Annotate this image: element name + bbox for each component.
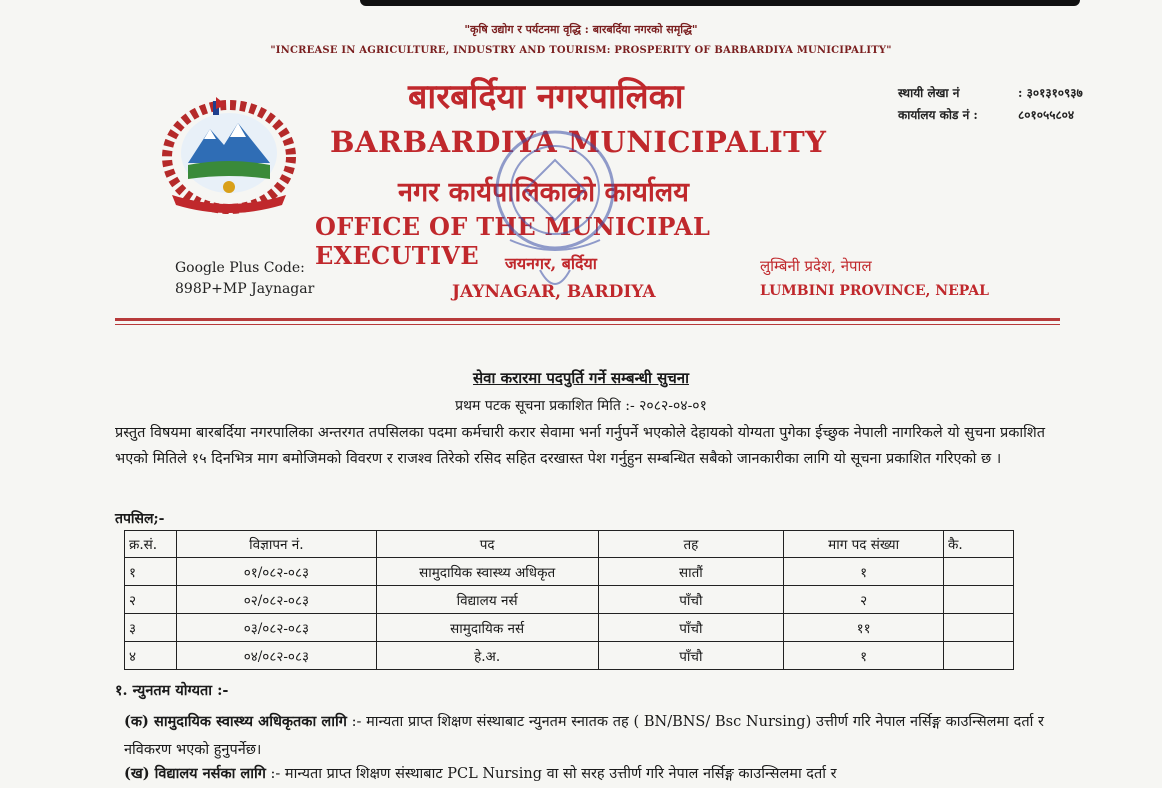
col-header-demand: माग पद संख्या bbox=[784, 531, 944, 558]
slogan-nepali: "कृषि उद्योग र पर्यटनमा वृद्धि : बारबर्दिया नगरको समृद्धि" bbox=[464, 23, 698, 36]
cell-demand: २ bbox=[784, 586, 944, 614]
cell-serial: ३ bbox=[125, 614, 177, 642]
table-header-row bbox=[125, 531, 1014, 558]
cell-remarks bbox=[944, 642, 1014, 670]
qualification-b-label: (ख) विद्यालय नर्सका लागि bbox=[124, 765, 266, 782]
col-header-serial: क्र.सं. bbox=[125, 531, 177, 558]
cell-level: पाँचौ bbox=[598, 614, 784, 642]
col-header-post: पद bbox=[376, 531, 598, 558]
cell-remarks bbox=[944, 586, 1014, 614]
cell-ad-no: ०४/०८२-०८३ bbox=[176, 642, 376, 670]
table-row bbox=[125, 614, 1014, 642]
cell-ad-no: ०३/०८२-०८३ bbox=[176, 614, 376, 642]
table-row bbox=[125, 558, 1014, 586]
cell-ad-no: ०२/०८२-०८३ bbox=[176, 586, 376, 614]
cell-serial: १ bbox=[125, 558, 177, 586]
table-row bbox=[125, 642, 1014, 670]
table-row bbox=[125, 586, 1014, 614]
office-code-label: कार्यालय कोड नं : bbox=[898, 108, 978, 122]
google-code-label: Google Plus Code: bbox=[175, 260, 305, 276]
cell-level: पाँचौ bbox=[598, 586, 784, 614]
office-title-nepali: नगर कार्यपालिकाको कार्यालय bbox=[398, 177, 689, 208]
google-code-value: 898P+MP Jaynagar bbox=[175, 281, 315, 297]
cell-post: हे.अ. bbox=[376, 642, 598, 670]
notice-title: सेवा करारमा पदपुर्ति गर्ने सम्बन्धी सुचना bbox=[473, 369, 689, 387]
office-code-value: ८०१०५५८०४ bbox=[1018, 108, 1075, 122]
qualification-b bbox=[124, 760, 1044, 788]
cell-ad-no: ०१/०८२-०८३ bbox=[176, 558, 376, 586]
cell-remarks bbox=[944, 558, 1014, 586]
cell-level: पाँचौ bbox=[598, 642, 784, 670]
notice-date: प्रथम पटक सूचना प्रकाशित मिति :- २०८२-०४-०१ bbox=[455, 398, 707, 414]
qualification-a bbox=[124, 708, 1044, 764]
account-value: : ३०१३१०९३७ bbox=[1018, 86, 1083, 100]
office-seal-stamp bbox=[470, 120, 640, 310]
province-nepali: लुम्बिनी प्रदेश, नेपाल bbox=[760, 257, 872, 275]
tapsil-label: तपसिल;- bbox=[115, 511, 165, 527]
address-nepali: जयनगर, बर्दिया bbox=[505, 254, 597, 273]
vacancy-table bbox=[124, 530, 1014, 670]
qualification-a-text: :- मान्यता प्राप्त शिक्षण संस्थाबाट न्युनतम स्नातक तह ( BN/BNS/ Bsc Nursing) उत्तीर्ण गरि नेपाल नर्सिङ्ग काउन्सिलमा दर्ता र नविकरण भएको हुनुपर्नेछ। bbox=[124, 714, 1044, 758]
cell-post: सामुदायिक नर्स bbox=[376, 614, 598, 642]
municipality-title-english: BARBARDIYA MUNICIPALITY bbox=[330, 125, 827, 159]
address-english: JAYNAGAR, BARDIYA bbox=[452, 282, 656, 302]
cell-demand: १ bbox=[784, 558, 944, 586]
cell-remarks bbox=[944, 614, 1014, 642]
col-header-ad-no: विज्ञापन नं. bbox=[176, 531, 376, 558]
office-title-english: OFFICE OF THE MUNICIPAL EXECUTIVE bbox=[315, 212, 711, 270]
header-rule bbox=[115, 318, 1060, 321]
registration-info bbox=[898, 82, 1083, 126]
cell-post: सामुदायिक स्वास्थ्य अधिकृत bbox=[376, 558, 598, 586]
slogan-english: "INCREASE IN AGRICULTURE, INDUSTRY AND TOURISM: PROSPERITY OF BARBARDIYA MUNICIPALITY" bbox=[270, 45, 892, 56]
cell-serial: ४ bbox=[125, 642, 177, 670]
qualification-a-label: (क) सामुदायिक स्वास्थ्य अधिकृतका लागि bbox=[124, 713, 347, 730]
top-edge-bar bbox=[360, 0, 1080, 6]
cell-level: सातौं bbox=[598, 558, 784, 586]
cell-demand: ११ bbox=[784, 614, 944, 642]
qualification-heading: १. न्युनतम योग्यता :- bbox=[115, 682, 229, 699]
google-plus-code bbox=[175, 258, 314, 300]
province-english: LUMBINI PROVINCE, NEPAL bbox=[760, 283, 989, 299]
col-header-remarks: कै. bbox=[944, 531, 1014, 558]
notice-paragraph: प्रस्तुत विषयमा बारबर्दिया नगरपालिका अन्तरगत तपसिलका पदमा कर्मचारी करार सेवामा भर्ना गर्नुपर्ने भएकोले देहायको योग्यता पुगेका ईच्छुक नेपाली नागरिकले यो सुचना प्रकाशित भएको मितिले १५ दिनभित्र माग बमोजिमको विवरण र राजश्व तिरेको रसिद सहित दरखास्त पेश गर्नुहुन सम्बन्धित सबैको जानकारीका लागि यो सूचना प्रकाशित गरिएको छ । bbox=[115, 425, 1045, 467]
municipality-title-nepali: बारबर्दिया नगरपालिका bbox=[408, 77, 684, 117]
cell-demand: १ bbox=[784, 642, 944, 670]
header-rule-thin bbox=[115, 324, 1060, 325]
account-label: स्थायी लेखा नं bbox=[898, 86, 960, 100]
cell-post: विद्यालय नर्स bbox=[376, 586, 598, 614]
cell-serial: २ bbox=[125, 586, 177, 614]
col-header-level: तह bbox=[598, 531, 784, 558]
qualification-b-text: :- मान्यता प्राप्त शिक्षण संस्थाबाट PCL Nursing वा सो सरह उत्तीर्ण गरि नेपाल नर्सिङ्ग काउन्सिलमा दर्ता र bbox=[270, 766, 837, 782]
nepal-emblem-icon bbox=[158, 95, 300, 215]
